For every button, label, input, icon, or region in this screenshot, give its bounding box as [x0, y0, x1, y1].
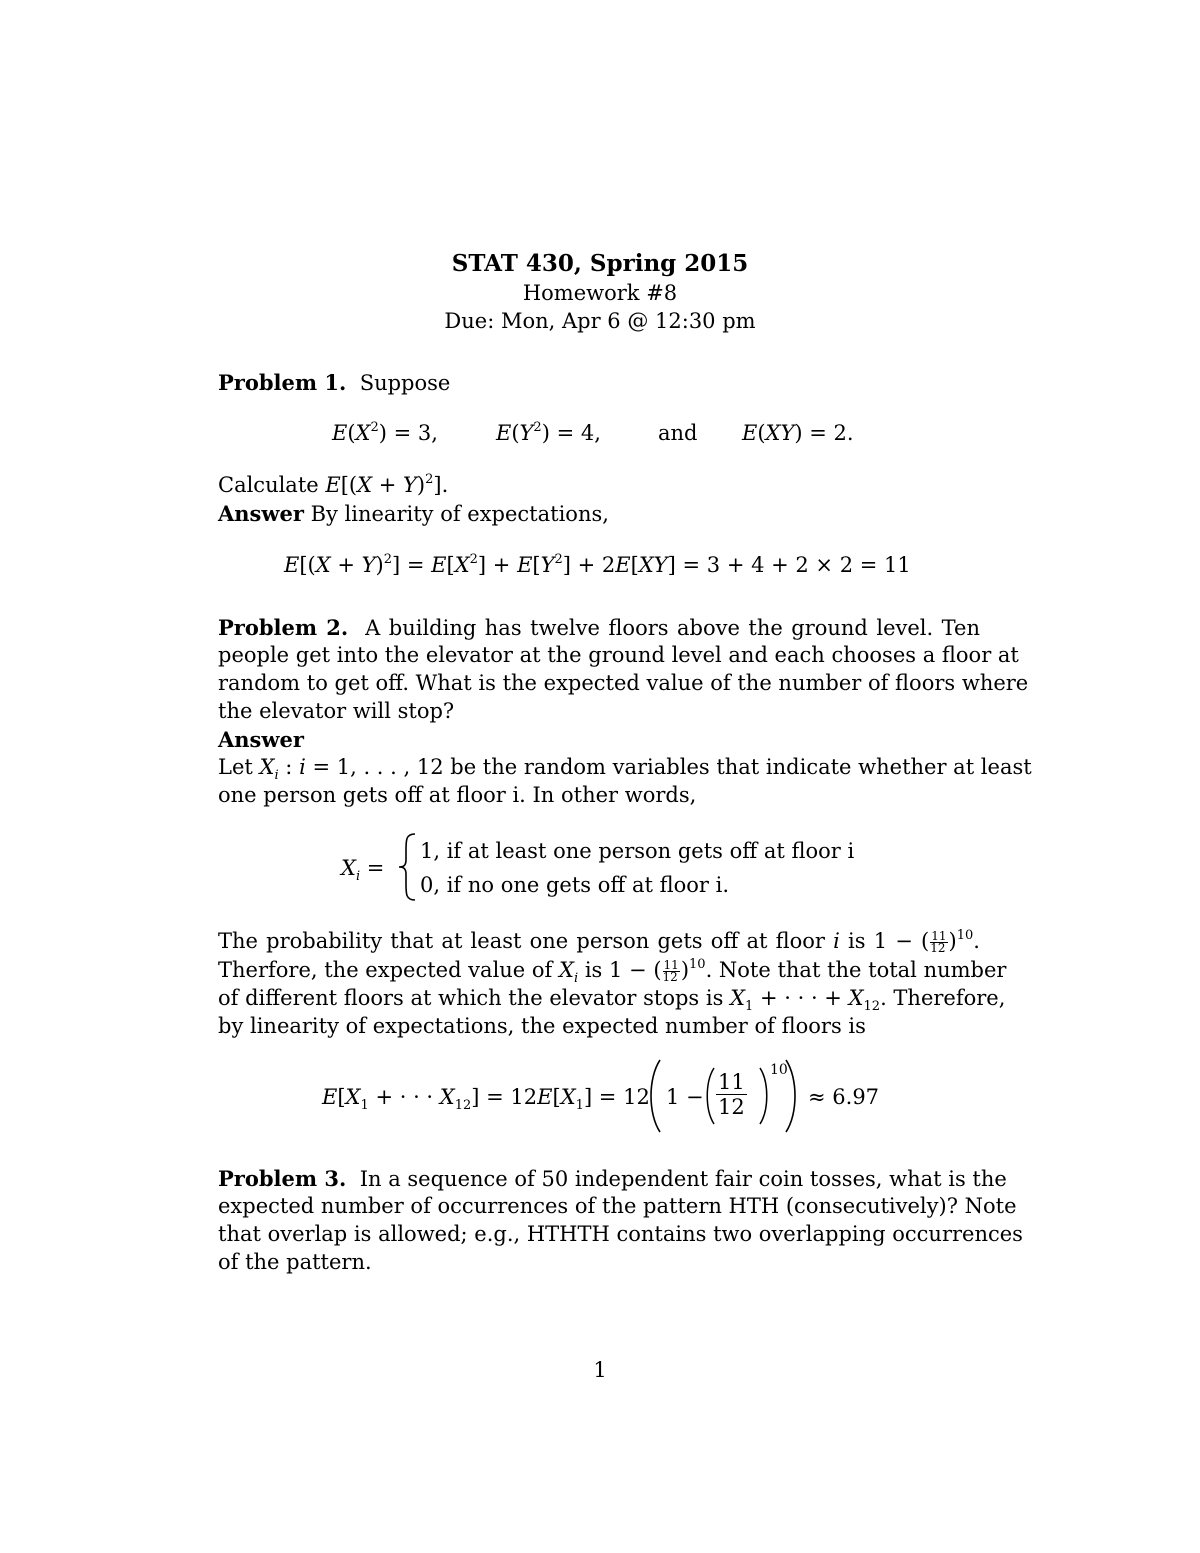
fraction-11-12-small-2: $\frac{11}{12}$: [662, 958, 679, 984]
expectation-equation-left: $E[X_1$ + · · · $X_{12}] = 12E[X_1] = 12$: [322, 1085, 650, 1113]
mid-right-paren: [758, 1066, 770, 1126]
floors-end: . Therefore,: [880, 986, 1006, 1010]
problem1-equation-exy: E(XY) = 2.: [742, 421, 854, 445]
one-minus: 1 −: [666, 1085, 704, 1109]
is-word: is 1 −: [848, 929, 913, 953]
document-title: STAT 430, Spring 2015: [451, 250, 749, 277]
piecewise-case-2: 0, if no one gets off at floor i.: [420, 873, 730, 897]
piecewise-case-1: 1, if at least one person gets off at floor i: [420, 839, 855, 863]
problem3-line-2: expected number of occurrences of the pattern HTH (consecutively)? Note: [218, 1194, 1017, 1218]
result-value: 6.97: [832, 1085, 880, 1109]
therefore-start: Therfore, the expected value of: [218, 958, 553, 982]
big-right-paren: [784, 1058, 800, 1134]
problem2-line-3: random to get off. What is the expected value of the number of floors where: [218, 671, 1029, 695]
floors-start: of different floors at which the elevator stops is: [218, 986, 724, 1010]
problem1-equation-ey2: $E(Y^2) = 4$,: [496, 420, 601, 445]
problem2-text-1: A building has twelve floors above the ground level. Ten: [365, 616, 980, 640]
therefore-end: . Note that the total number: [705, 958, 1007, 982]
problem2-answer-label: Answer: [218, 727, 304, 752]
page-number: 1: [593, 1358, 607, 1382]
problem1-equation-ex2: $E(X^2) = 3$,: [332, 420, 438, 445]
piecewise-lhs: $X_i$ =: [341, 856, 385, 884]
therefore-is: is 1 −: [584, 958, 647, 982]
problem1-intro: Suppose: [359, 371, 451, 395]
due-date: Due: Mon, Apr 6 @ 12:30 pm: [444, 309, 756, 333]
approx-result: ≈ 6.97: [808, 1085, 880, 1109]
problem1-and: and: [658, 421, 698, 445]
exponent-10: 10: [770, 1062, 788, 1078]
problem1-answer-text: By linearity of expectations,: [310, 502, 609, 526]
problem1-label: Problem 1.: [218, 370, 347, 395]
problem2-probability-line: The probability that at least one person gets off at floor i is 1 − ( $\frac{11}{12}$ )$^{10}$.: [218, 928, 980, 955]
calculate-word: Calculate: [218, 473, 319, 497]
problem1-calculate: Calculate $E[(X + Y)^2]$.: [218, 472, 449, 497]
problem2-line-1: [218, 615, 980, 640]
let-word: Let: [218, 755, 253, 779]
problem1-solution-equation: $E[(X + Y)^2] = E[X^2] + E[Y^2] + 2E[XY] = 3 + 4 + 2 \times 2 = 11$: [284, 552, 911, 577]
problem3-label: Problem 3.: [218, 1166, 347, 1191]
problem1-heading: [218, 370, 980, 395]
problem2-linearity-line: by linearity of expectations, the expected number of floors is: [218, 1014, 866, 1038]
big-left-paren: [646, 1058, 662, 1134]
problem3-text-1: In a sequence of 50 independent fair coin tosses, what is the: [359, 1167, 1007, 1191]
let-rest: = 1, . . . , 12 be the random variables that indicate whether at least: [312, 755, 1032, 779]
problem3-line-1: [218, 1166, 1007, 1191]
problem2-let-line: Let $X_i$ : i = 1, . . . , 12 be the random variables that indicate whether at least: [218, 755, 1032, 783]
problem2-in-other-words: one person gets off at floor i. In other words,: [218, 783, 697, 807]
problem1-answer-label: Answer: [218, 501, 304, 526]
problem2-line-2: people get into the elevator at the ground level and each chooses a floor at: [218, 643, 1019, 667]
problem2-line-4: the elevator will stop?: [218, 699, 455, 723]
piecewise-brace: [398, 832, 418, 902]
problem3-line-4: of the pattern.: [218, 1250, 372, 1274]
mid-left-paren: [704, 1066, 716, 1126]
problem2-floors-line: of different floors at which the elevator stops is $X_1$ + · · · + $X_{12}$. Therefore,: [218, 986, 1006, 1014]
problem2-therefore-line: Therfore, the expected value of $X_i$ is 1 − ( $\frac{11}{12}$ )$^{10}$. Note that the total number: [218, 957, 1007, 986]
fraction-11-12-small: $\frac{11}{12}$: [930, 929, 947, 955]
problem2-label: Problem 2.: [218, 615, 349, 640]
problem3-line-3: that overlap is allowed; e.g., HTHTH contains two overlapping occurrences: [218, 1222, 1023, 1246]
document-subtitle: Homework #8: [522, 281, 678, 305]
problem1-answer-line: [218, 501, 980, 526]
fraction-11-12-large: $\frac{11}{12}$: [718, 1070, 745, 1119]
prob-text: The probability that at least one person gets off at floor: [218, 929, 825, 953]
